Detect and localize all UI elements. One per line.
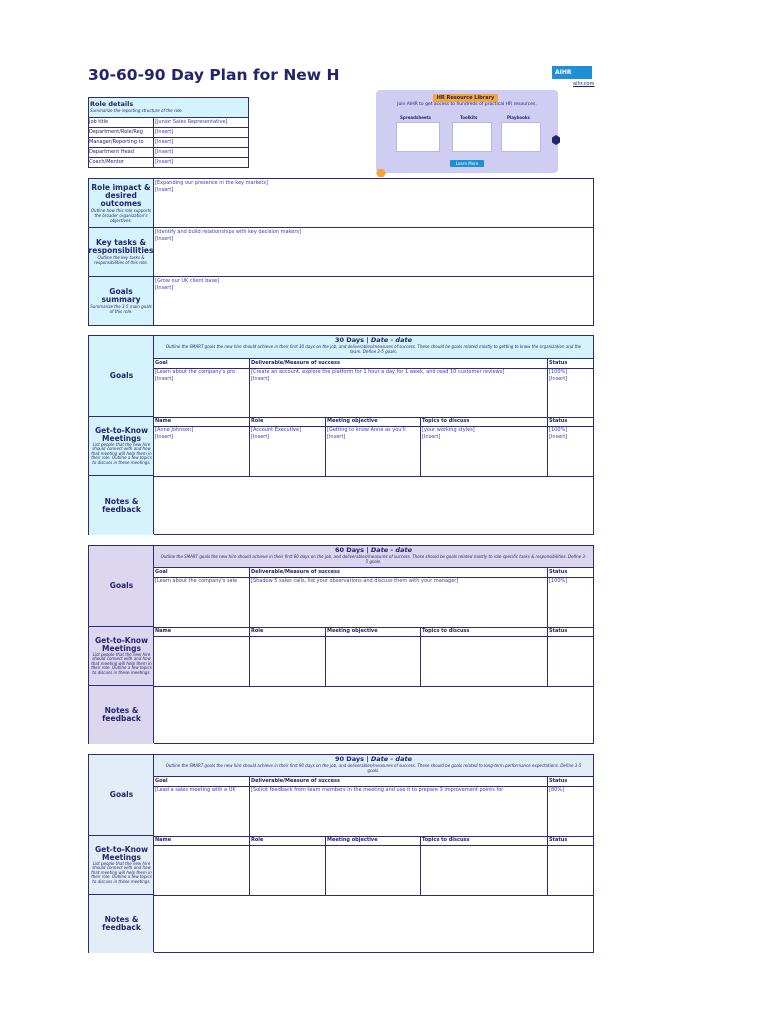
goals-table [154,568,593,628]
section-90-days [88,754,594,953]
row-key: Department Head [89,148,154,157]
cell-line: [Account Executive] [251,427,302,433]
meetings-table [154,836,593,896]
name-cell[interactable] [154,637,250,686]
cell-line: [100%] [549,369,568,375]
page-title: 30-60-90 Day Plan for New H [88,66,340,84]
section-sidebar [89,546,154,743]
cell-line: [Anne Johnson] [155,427,194,433]
gtk-desc: List people that the new hire should connect with and how that meeting will help them in their role. Outline a few topics to discuss in these meetings. [91,651,152,675]
col-status: Status [549,418,568,424]
role-impact-desc: Outline how this role supports the broader organization's objectives. [90,207,152,223]
role-details-row [89,118,248,128]
banner-label-playbooks: Playbooks [507,115,530,120]
status-cell[interactable]: [100%] [549,578,568,584]
col-objective: Meeting objective [326,836,421,845]
name-cell[interactable] [154,427,250,476]
learn-more-button[interactable]: Learn More [450,160,484,167]
gtk-heading: Get-to-Know Meetings [94,635,149,653]
table-row[interactable] [154,369,593,418]
role-impact-cell[interactable] [154,179,593,227]
gtk-heading: Get-to-Know Meetings [94,844,149,862]
section-title [154,755,593,763]
row-key: Job title [89,118,154,127]
banner-label-spreadsheets: Spreadsheets [400,115,431,120]
topics-cell[interactable] [421,637,548,686]
section-date[interactable]: Date - date [370,546,412,554]
deliverable-cell[interactable]: [Solicit feedback from team members in the meeting and use it to prepare 3 improvement points for [250,787,548,836]
col-goal: Goal [154,568,250,577]
col-objective: Meeting objective [326,627,421,636]
cell-line: [Insert] [549,376,568,382]
cell-line: [Identify and build relationships with key decision makers] [155,229,301,235]
hexagon-decoration [552,135,560,145]
col-role: Role [250,627,326,636]
section-desc: Outline the SMART goals the new hire should achieve in their first 90 days on the job, and deliverables/measures of success. These should be goals related to long-term performance expectations. Define 3-5 goals. [165,763,582,773]
gtk-desc: List people that the new hire should connect with and how that meeting will help them in their role. Outline a few topics to discuss in these meetings. [91,860,152,884]
goals-summary-cell[interactable] [154,277,593,325]
deliverable-cell[interactable] [250,369,548,417]
notes-area[interactable] [154,686,593,743]
cell-line: [Insert] [549,434,568,440]
topics-cell[interactable] [421,846,548,895]
cell-line: [your working styles] [422,427,475,433]
role-cell[interactable] [250,846,326,895]
col-status: Status [549,360,568,366]
goal-cell[interactable]: [Learn about the company's sale [154,578,250,627]
meetings-table [154,627,593,687]
col-status: Status [549,628,568,634]
col-name: Name [154,417,250,426]
table-header-row [154,568,593,578]
spreadsheet-preview-image [396,122,440,152]
role-overview-table [88,178,594,326]
hexagon-decoration [376,169,386,177]
section-date[interactable]: Date - date [370,336,412,344]
cell-line: [Insert] [155,434,174,440]
cell-line: [Insert] [155,285,174,291]
row-value[interactable]: [Insert] [155,139,174,145]
status-cell[interactable] [548,427,593,476]
col-deliverable: Deliverable/Measure of success [250,568,548,577]
role-details-heading: Role details [90,100,134,108]
role-impact-row [89,179,593,228]
objective-cell[interactable] [326,637,421,686]
cell-line: [Insert] [251,376,270,382]
deliverable-cell[interactable]: [Shadow 5 sales calls, list your observations and discuss them with your manager] [250,578,548,627]
objective-cell[interactable] [326,427,421,476]
col-status: Status [549,569,568,575]
col-topics: Topics to discuss [421,836,548,845]
role-cell[interactable] [250,637,326,686]
role-details-table [88,97,249,168]
section-title [154,546,593,554]
table-row[interactable] [154,578,593,628]
aihr-link[interactable]: aihr.com [573,81,595,87]
role-details-subtitle: Summarize the reporting structure of the role. [90,108,183,113]
notes-heading: Notes & feedback [102,706,141,723]
table-header-row [154,359,593,369]
notes-area[interactable] [154,895,593,952]
name-cell[interactable] [154,846,250,895]
table-header-row [154,836,593,846]
cell-line: [Expanding our presence in the key markets] [155,180,268,186]
row-key: Department/Role/Reg [89,128,154,137]
cell-line: [Learn about the company's pro [155,369,236,375]
status-cell[interactable]: [80%] [549,787,565,793]
banner-label-toolkits: Toolkits [460,115,478,120]
cell-line: [Insert] [155,376,174,382]
notes-heading: Notes & feedback [102,915,141,932]
role-details-header [89,98,248,118]
aihr-logo[interactable]: AIHR [552,66,592,79]
row-value[interactable]: [Insert] [155,149,174,155]
col-role: Role [250,836,326,845]
role-impact-label [89,179,154,227]
section-header [154,546,593,568]
role-cell[interactable] [250,427,326,476]
col-status: Status [549,778,568,784]
section-title-text: 90 Days | [335,755,371,763]
row-value[interactable]: [Insert] [155,159,174,165]
cell-line: [Getting to know Anne as you'll [327,427,406,433]
key-tasks-label [89,228,154,276]
gtk-heading: Get-to-Know Meetings [94,425,149,443]
section-30-days [88,335,594,535]
cell-line: [Insert] [422,434,441,440]
cell-line: [Grow our UK client base] [155,278,220,284]
row-key: Manager/Reporting to [89,138,154,147]
section-header [154,336,593,359]
section-date[interactable]: Date - date [370,755,412,763]
col-name: Name [154,627,250,636]
section-title-text: 60 Days | [335,546,371,554]
playbook-preview-image [501,122,541,152]
col-topics: Topics to discuss [421,417,548,426]
table-row[interactable] [154,846,593,896]
key-tasks-desc: Outline the key tasks & responsibilities of this role. [94,255,148,265]
col-name: Name [154,836,250,845]
section-sidebar [89,755,154,952]
col-status: Status [549,837,568,843]
key-tasks-cell[interactable] [154,228,593,276]
cell-line: [Insert] [155,187,174,193]
role-details-row [89,128,248,138]
cell-line: [Insert] [327,434,346,440]
meetings-table [154,417,593,477]
goals-table [154,359,593,418]
table-header-row [154,417,593,427]
cell-line: [Insert] [251,434,270,440]
col-objective: Meeting objective [326,417,421,426]
key-tasks-row [89,228,593,277]
goals-heading: Goals [109,371,134,380]
table-row[interactable] [154,427,593,477]
notes-area[interactable] [154,476,593,534]
goals-summary-label [89,277,154,325]
section-sidebar [89,336,154,534]
cell-line: [Insert] [155,236,174,242]
role-details-row [89,138,248,148]
cell-line: [Create an account, explore the platform for 1 hour a day for 1 week, and read 10 customer reviews] [251,369,505,375]
row-value[interactable]: [Junior Sales Representative] [155,119,228,125]
section-header [154,755,593,777]
row-key: Coach/Mentor [89,158,154,168]
notes-heading: Notes & feedback [102,496,141,514]
section-desc: Outline the SMART goals the new hire should achieve in their first 60 days on the job, and deliverables/measures of success. These should be goals related mostly to role-specific tasks & responsibilities. Define 3-5 goals. [160,554,587,564]
role-impact-heading: Role impact & desired outcomes [91,182,151,208]
goals-summary-heading: Goals summary [101,287,141,304]
section-60-days [88,545,594,744]
goals-table [154,777,593,837]
table-header-row [154,777,593,787]
section-title-text: 30 Days | [335,336,371,344]
col-goal: Goal [154,359,250,368]
banner-heading: HR Resource Library [433,94,498,102]
status-cell[interactable] [548,637,593,686]
table-row[interactable] [154,637,593,687]
status-cell[interactable] [548,846,593,895]
goal-cell[interactable] [154,369,250,417]
topics-cell[interactable] [421,427,548,476]
role-details-row [89,158,248,168]
hr-resource-library-banner[interactable] [376,90,558,173]
col-role: Role [250,417,326,426]
objective-cell[interactable] [326,846,421,895]
col-deliverable: Deliverable/Measure of success [250,359,548,368]
goals-summary-desc: Summarize the 3-5 main goals of this role. [90,304,152,314]
status-cell[interactable] [548,369,593,417]
goals-heading: Goals [109,790,134,799]
row-value[interactable]: [Insert] [155,129,174,135]
col-topics: Topics to discuss [421,627,548,636]
section-desc: Outline the SMART goals the new hire should achieve in their first 30 days on the job, and deliverables/measures of success. These should be goals related mostly to getting to know the organization and the team. Define 3-5 goals. [165,344,582,354]
section-title [154,336,593,344]
col-deliverable: Deliverable/Measure of success [250,777,548,786]
gtk-desc: List people that the new hire should connect with and how that meeting will help them in their role. Outline a few topics to discuss in these meetings. [91,441,152,465]
table-header-row [154,627,593,637]
toolkit-preview-image [452,122,492,152]
table-row[interactable] [154,787,593,837]
goals-heading: Goals [109,581,134,590]
banner-subtext: Join AIHR to get access to hundreds of practical HR resources. [397,102,537,107]
cell-line: [100%] [549,427,568,433]
role-details-row [89,148,248,158]
key-tasks-heading: Key tasks & responsibilities [88,238,154,255]
goal-cell[interactable]: [Lead a sales meeting with a UK [154,787,250,836]
col-goal: Goal [154,777,250,786]
goals-summary-row [89,277,593,325]
